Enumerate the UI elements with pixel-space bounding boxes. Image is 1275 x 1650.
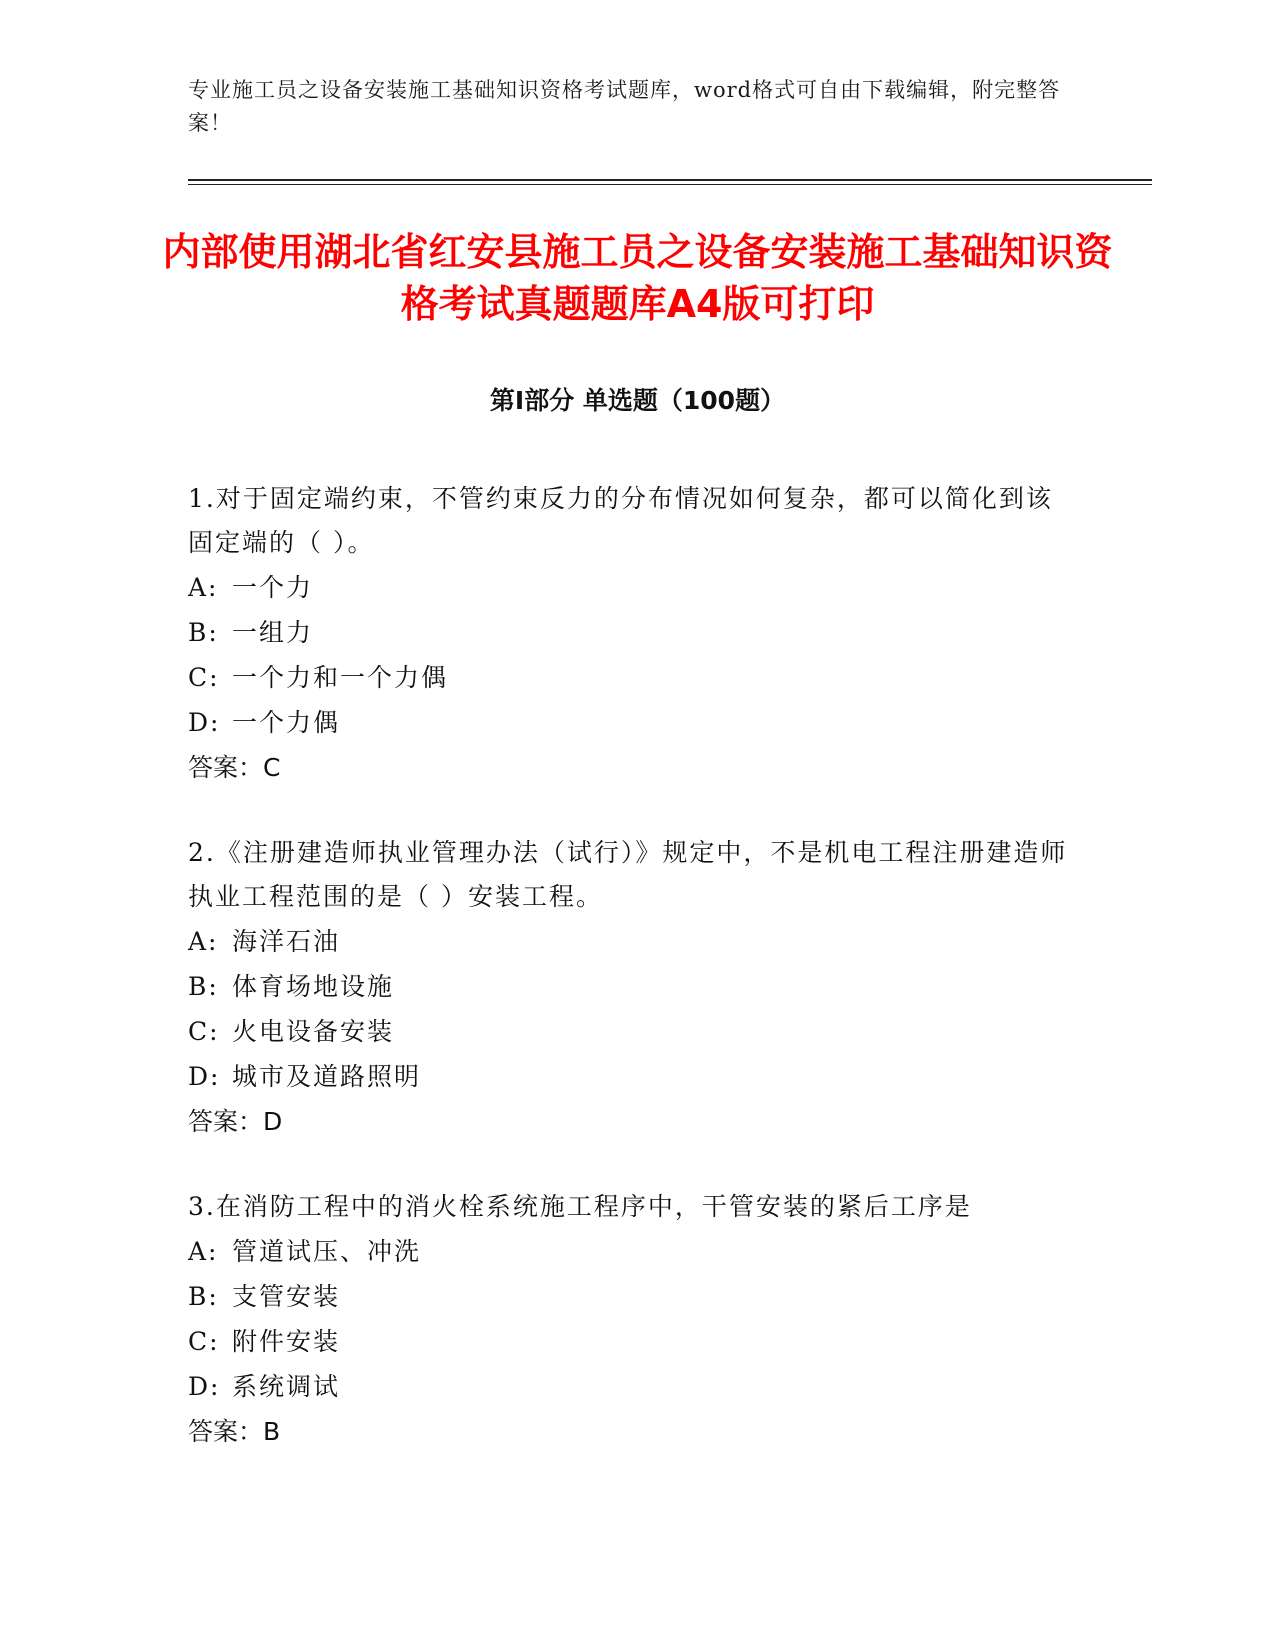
option-key: C:	[188, 1327, 220, 1356]
option-d	[188, 700, 1068, 745]
option-text: 一个力和一个力偶	[232, 663, 449, 692]
question-stem: 1.对于固定端约束，不管约束反力的分布情况如何复杂，都可以简化到该固定端的（ ）。	[188, 484, 1053, 557]
option-text: 一个力偶	[232, 708, 341, 737]
option-c	[188, 655, 1068, 700]
option-key: D:	[188, 1372, 221, 1401]
option-b	[188, 1274, 1068, 1319]
section-heading: 第Ⅰ部分 单选题（100题）	[489, 386, 786, 415]
option-key: B:	[188, 618, 219, 647]
option-text: 一个力	[232, 573, 314, 602]
option-text: 火电设备安装	[232, 1017, 395, 1046]
option-text: 支管安装	[232, 1282, 341, 1311]
option-c	[188, 1319, 1068, 1364]
answer-line: 答案：D	[188, 1107, 283, 1136]
question-stem: 2.《注册建造师执业管理办法（试行）》规定中，不是机电工程注册建造师执业工程范围的是（ ）安装工程。	[188, 838, 1068, 911]
option-c	[188, 1009, 1068, 1054]
option-d	[188, 1054, 1068, 1099]
option-key: D:	[188, 708, 221, 737]
question-3	[188, 1185, 1068, 1454]
option-key: A:	[188, 573, 219, 602]
option-text: 系统调试	[232, 1372, 341, 1401]
option-key: B:	[188, 1282, 219, 1311]
option-a	[188, 919, 1068, 964]
option-a	[188, 565, 1068, 610]
header-divider-thick	[188, 179, 1152, 181]
option-key: B:	[188, 972, 219, 1001]
question-2	[188, 831, 1068, 1144]
option-key: A:	[188, 1237, 219, 1266]
header-divider-thin	[188, 184, 1152, 185]
option-a	[188, 1229, 1068, 1274]
header-note: 专业施工员之设备安装施工基础知识资格考试题库，word格式可自由下载编辑，附完整答案！	[188, 78, 1061, 135]
option-key: C:	[188, 663, 220, 692]
option-b	[188, 610, 1068, 655]
option-d	[188, 1364, 1068, 1409]
option-text: 城市及道路照明	[232, 1062, 422, 1091]
option-text: 管道试压、冲洗	[232, 1237, 422, 1266]
option-text: 一组力	[232, 618, 314, 647]
answer-line: 答案：C	[188, 753, 281, 782]
question-stem: 3.在消防工程中的消火栓系统施工程序中，干管安装的紧后工序是	[188, 1192, 972, 1221]
option-text: 体育场地设施	[232, 972, 395, 1001]
option-key: C:	[188, 1017, 220, 1046]
option-key: D:	[188, 1062, 221, 1091]
option-text: 附件安装	[232, 1327, 341, 1356]
question-1	[188, 477, 1068, 790]
document-title: 内部使用湖北省红安县施工员之设备安装施工基础知识资格考试真题题库A4版可打印	[162, 230, 1113, 326]
answer-line: 答案：B	[188, 1417, 281, 1446]
option-b	[188, 964, 1068, 1009]
option-key: A:	[188, 927, 219, 956]
option-text: 海洋石油	[232, 927, 341, 956]
question-list	[188, 477, 1068, 1495]
